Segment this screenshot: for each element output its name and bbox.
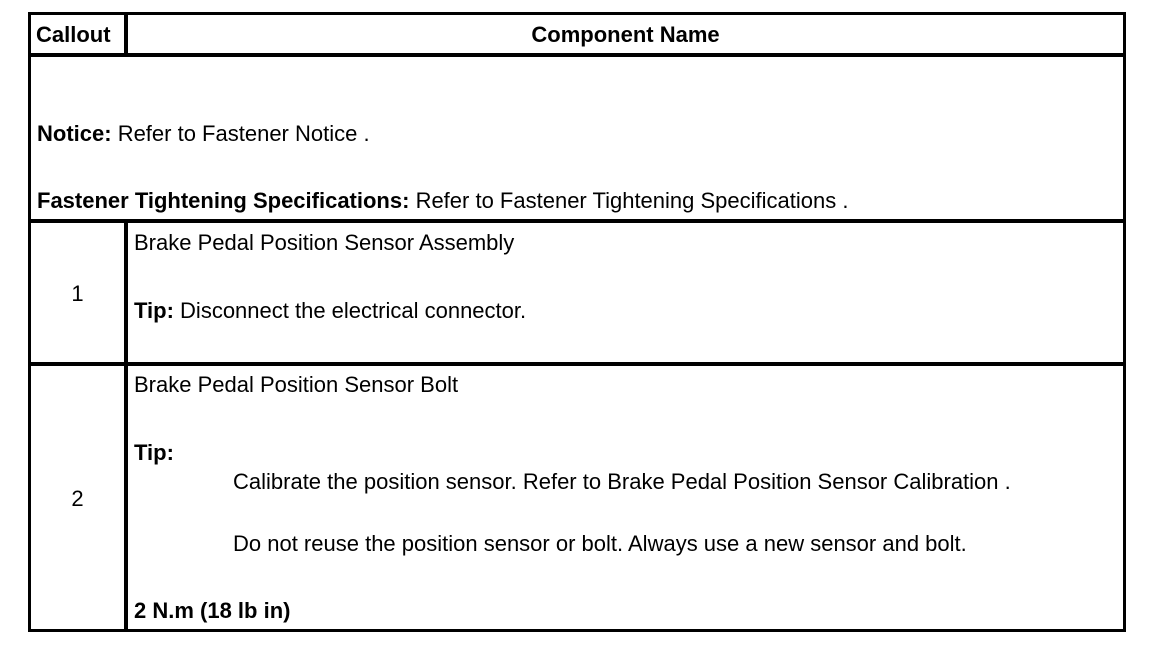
row-2-component-name: Brake Pedal Position Sensor Bolt — [134, 372, 459, 397]
row-1-callout: 1 — [71, 281, 84, 306]
header-divider — [28, 53, 1126, 57]
notice-text: Refer to Fastener Notice . — [117, 121, 370, 146]
spec-line — [37, 190, 848, 212]
row-1-tip-text: Disconnect the electrical connector. — [180, 298, 527, 323]
row-2-tip-item-2: Do not reuse the position sensor or bolt. Always use a new sensor and bolt. — [233, 531, 967, 556]
row-1-component-name: Brake Pedal Position Sensor Assembly — [134, 230, 515, 255]
callout-header: Callout — [36, 22, 111, 47]
row-2-torque: 2 N.m (18 lb in) — [134, 598, 291, 623]
row-1-tip — [134, 300, 526, 322]
notice-label: Notice: — [37, 121, 112, 146]
notice-divider — [28, 219, 1126, 223]
row-1-divider — [28, 362, 1126, 366]
notice-line — [37, 123, 370, 145]
spec-text: Refer to Fastener Tightening Specifications . — [415, 188, 849, 213]
row-2-callout: 2 — [71, 486, 84, 511]
row-2-column-divider — [124, 362, 128, 632]
row-1-tip-label: Tip: — [134, 298, 174, 323]
row-2-tip-item-1: Calibrate the position sensor. Refer to Brake Pedal Position Sensor Calibration . — [233, 469, 1011, 494]
row-1-column-divider — [124, 219, 128, 365]
spec-label: Fastener Tightening Specifications: — [37, 188, 410, 213]
component-name-header: Component Name — [531, 22, 720, 47]
row-2-tip-label: Tip: — [134, 440, 174, 465]
